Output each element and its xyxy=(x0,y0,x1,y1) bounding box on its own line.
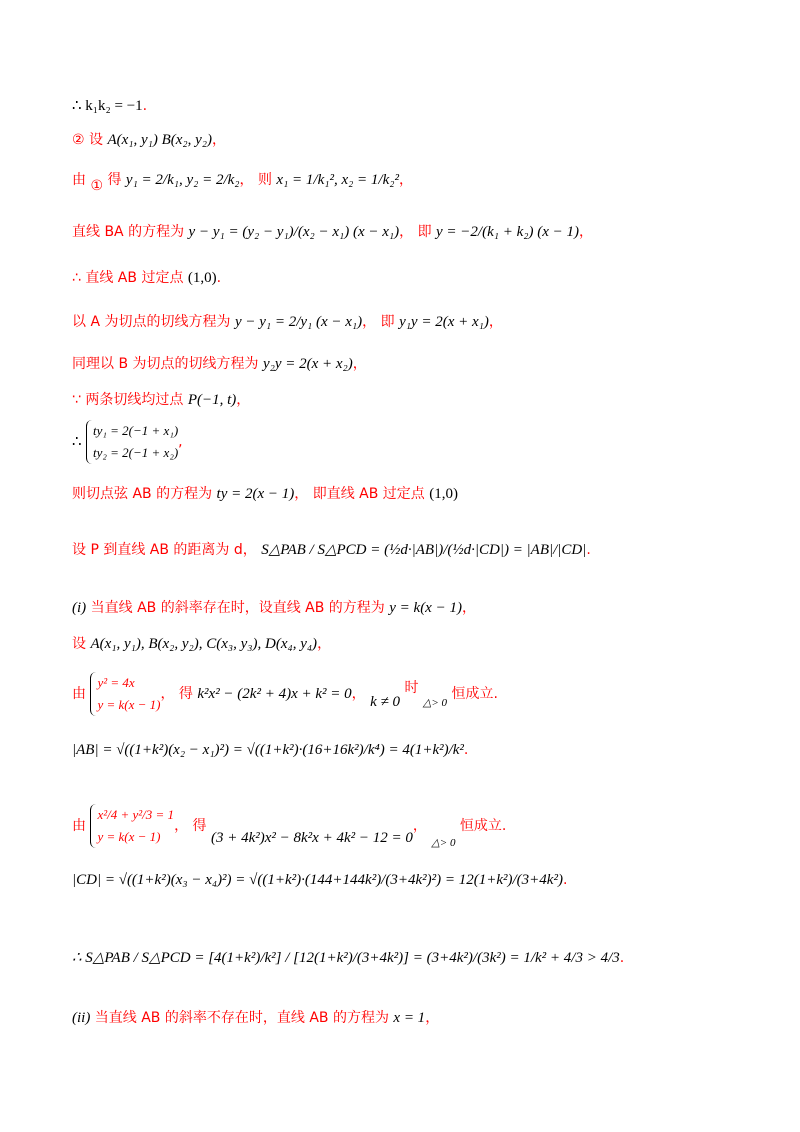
line-ratio-result: ∴ S△PAB / S△PCD = [4(1+k²)/k²] / [12(1+k²)/(3+4k²)] = (3+4k²)/(3k²) = 1/k² + 4/3 > 4/3. xyxy=(72,950,625,966)
math-quadratic-1: k²x² − (2k² + 4)x + k² = 0 xyxy=(197,686,352,702)
text-distance: 设 P 到直线 AB 的距离为 d， xyxy=(72,542,257,558)
system-ellipse-row-1: x²/4 + y²/3 = 1 xyxy=(97,807,175,822)
math-tangent-A: y − y₁ = 2/y₁ (x − x₁) xyxy=(234,314,363,330)
line-case-i: (i) 当直线 AB 的斜率存在时，设直线 AB 的方程为 y = k(x − 1)， xyxy=(72,600,476,616)
text-BA-eq: 直线 BA 的方程为 xyxy=(72,224,185,240)
line-fixed-point: ∴ 直线 AB 过定点 (1,0). xyxy=(72,270,222,286)
line-both-tangents: ∵ 两条切线均过点 P(−1, t)， xyxy=(72,392,251,408)
line-chord-AB: 则切点弦 AB 的方程为 ty = 2(x − 1)， 即直线 AB 过定点 (1,0) xyxy=(72,486,459,502)
math-line-k: y = k(x − 1) xyxy=(389,600,462,616)
text-from: 由 xyxy=(72,172,86,188)
text-get-2: 得 xyxy=(178,686,193,702)
line-parabola-system: 由 y² = 4x y = k(x − 1) ， 得 k²x² − (2k² + 4)x + k² = 0， k ≠ 0 时 $_{\triangle> 0}$ 恒成立. xyxy=(72,672,498,716)
text-get-3: 得 xyxy=(192,818,207,834)
text-always-holds-1: 恒成立. xyxy=(451,686,498,702)
math-quadratic-2: (3 + 4k²)x² − 8k²x + 4k² − 12 = 0 xyxy=(210,830,413,846)
line-set-AB: ② 设 A(x₁, y₁) B(x₂, y₂)， xyxy=(72,132,227,148)
line-from-1: 由 ① 得 y₁ = 2/k₁, y₂ = 2/k₂， 则 x₁ = 1/k₁², x₂ = 1/k₂²， xyxy=(72,172,413,194)
line-k1k2: ∴ k₁k₂ = −1. xyxy=(72,98,148,114)
text-then: 则 xyxy=(257,172,272,188)
text-case-i: 当直线 AB 的斜率存在时，设直线 AB 的方程为 xyxy=(90,600,385,616)
system-ellipse-row-2: y = k(x − 1) xyxy=(97,829,161,844)
math-tangent-B: y₂y = 2(x + x₂) xyxy=(262,356,353,372)
system-parabola-row-2: y = k(x − 1) xyxy=(97,697,161,712)
math-chord-AB: ty = 2(x − 1) xyxy=(216,486,295,502)
math-CD-length: |CD| = √((1+k²)(x₃ − x₄)²) = √((1+k²)·(144+144k²)/(3+4k²)²) = 12(1+k²)/(3+4k²) xyxy=(72,872,563,888)
line-CD-length: |CD| = √((1+k²)(x₃ − x₄)²) = √((1+k²)·(144+144k²)/(3+4k²)²) = 12(1+k²)/(3+4k²). xyxy=(72,872,568,888)
equation-system-parabola xyxy=(90,672,160,716)
math-points: A(x₁, y₁) B(x₂, y₂) xyxy=(107,132,213,148)
text-ie-2: 即 xyxy=(380,314,395,330)
math-points-ABCD: A(x₁, y₁), B(x₂, y₂), C(x₃, y₃), D(x₄, y₄) xyxy=(90,636,318,652)
text-fixed-point-2: 即直线 AB 过定点 xyxy=(312,486,425,502)
line-distance: 设 P 到直线 AB 的距离为 d， S△PAB / S△PCD = (½d·|AB|)/(½d·|CD|) = |AB|/|CD|. xyxy=(72,542,591,558)
math-AB-length: |AB| = √((1+k²)(x₂ − x₁)²) = √((1+k²)·(16+16k²)/k⁴) = 4(1+k²)/k² xyxy=(72,742,464,758)
text-from-2: 由 xyxy=(72,686,86,702)
math-ratio-result: ∴ S△PAB / S△PCD = [4(1+k²)/k²] / [12(1+k²)/(3+4k²)] = (3+4k²)/(3k²) = 1/k² + 4/3 > 4/3 xyxy=(72,950,620,966)
text-get: 得 xyxy=(107,172,122,188)
text-when: 时 xyxy=(404,680,419,696)
math-point-P: P(−1, t) xyxy=(187,392,237,408)
math-area-ratio: S△PAB / S△PCD = (½d·|AB|)/(½d·|CD|) = |AB|/|CD| xyxy=(261,542,587,558)
text-tangent-A: 以 A 为切点的切线方程为 xyxy=(72,314,231,330)
math-k-nonzero: k ≠ 0 xyxy=(370,694,400,710)
math-k1k2: ∴ k₁k₂ = −1 xyxy=(72,98,143,114)
math-delta-1: △> 0 xyxy=(422,697,448,709)
line-case-ii: (ii) 当直线 AB 的斜率不存在时，直线 AB 的方程为 x = 1， xyxy=(72,1010,440,1026)
label-case-ii: (ii) xyxy=(72,1010,91,1026)
math-delta-2: △> 0 xyxy=(431,837,456,849)
math-point-10-b: (1,0) xyxy=(429,486,459,502)
math-BA-simplified: y = −2/(k₁ + k₂) (x − 1) xyxy=(436,224,579,240)
system-1-row-2: ty₂ = 2(−1 + x₂) xyxy=(93,445,179,460)
line-tangent-B: 同理以 B 为切点的切线方程为 y₂y = 2(x + x₂)， xyxy=(72,356,367,372)
text-ie: 即 xyxy=(417,224,432,240)
math-BA-eq: y − y₁ = (y₂ − y₁)/(x₂ − x₁) (x − x₁) xyxy=(188,224,400,240)
line-set-ABCD: 设 A(x₁, y₁), B(x₂, y₂), C(x₃, y₃), D(x₄, y₄)， xyxy=(72,636,332,652)
circle-one: ① xyxy=(90,178,104,194)
line-ellipse-system: 由 x²/4 + y²/3 = 1 y = k(x − 1) ， 得 (3 + 4k²)x² − 8k²x + 4k² − 12 = 0， $_{\triangle> 0}$ 恒成立. xyxy=(72,804,506,853)
text-both-tangents: ∵ 两条切线均过点 xyxy=(72,392,184,408)
text-always-holds-2: 恒成立. xyxy=(459,818,507,834)
system-parabola-row-1: y² = 4x xyxy=(97,675,135,690)
text-set-2: 设 xyxy=(72,636,86,652)
math-y-values: y₁ = 2/k₁, y₂ = 2/k₂ xyxy=(125,172,240,188)
equation-system-ellipse xyxy=(90,804,174,848)
text-case-ii: 当直线 AB 的斜率不存在时，直线 AB 的方程为 xyxy=(94,1010,389,1026)
math-tangent-A-simplified: y₁y = 2(x + x₁) xyxy=(399,314,489,330)
text-chord-AB: 则切点弦 AB 的方程为 xyxy=(72,486,213,502)
line-tangent-A: 以 A 为切点的切线方程为 y − y₁ = 2/y₁ (x − x₁)， 即 y₁y = 2(x + x₁)， xyxy=(72,314,503,330)
system-1-row-1: ty₁ = 2(−1 + x₁) xyxy=(93,423,179,438)
text-set: ② 设 xyxy=(72,132,104,148)
text-tangent-B: 同理以 B 为切点的切线方程为 xyxy=(72,356,259,372)
line-system-1: ∴ ty₁ = 2(−1 + x₁) ty₂ = 2(−1 + x₂) , xyxy=(72,420,183,464)
math-x-equals-1: x = 1 xyxy=(393,1010,426,1026)
text-from-3: 由 xyxy=(72,818,86,834)
math-x-values: x₁ = 1/k₁², x₂ = 1/k₂² xyxy=(276,172,399,188)
line-AB-length: |AB| = √((1+k²)(x₂ − x₁)²) = √((1+k²)·(16+16k²)/k⁴) = 4(1+k²)/k². xyxy=(72,742,469,758)
math-point-10: (1,0) xyxy=(187,270,217,286)
line-BA-equation: 直线 BA 的方程为 y − y₁ = (y₂ − y₁)/(x₂ − x₁) (x − x₁)， 即 y = −2/(k₁ + k₂) (x − 1)， xyxy=(72,224,593,240)
label-case-i: (i) xyxy=(72,600,87,616)
equation-system-1 xyxy=(86,420,178,464)
text-fixed-point: ∴ 直线 AB 过定点 xyxy=(72,270,184,286)
